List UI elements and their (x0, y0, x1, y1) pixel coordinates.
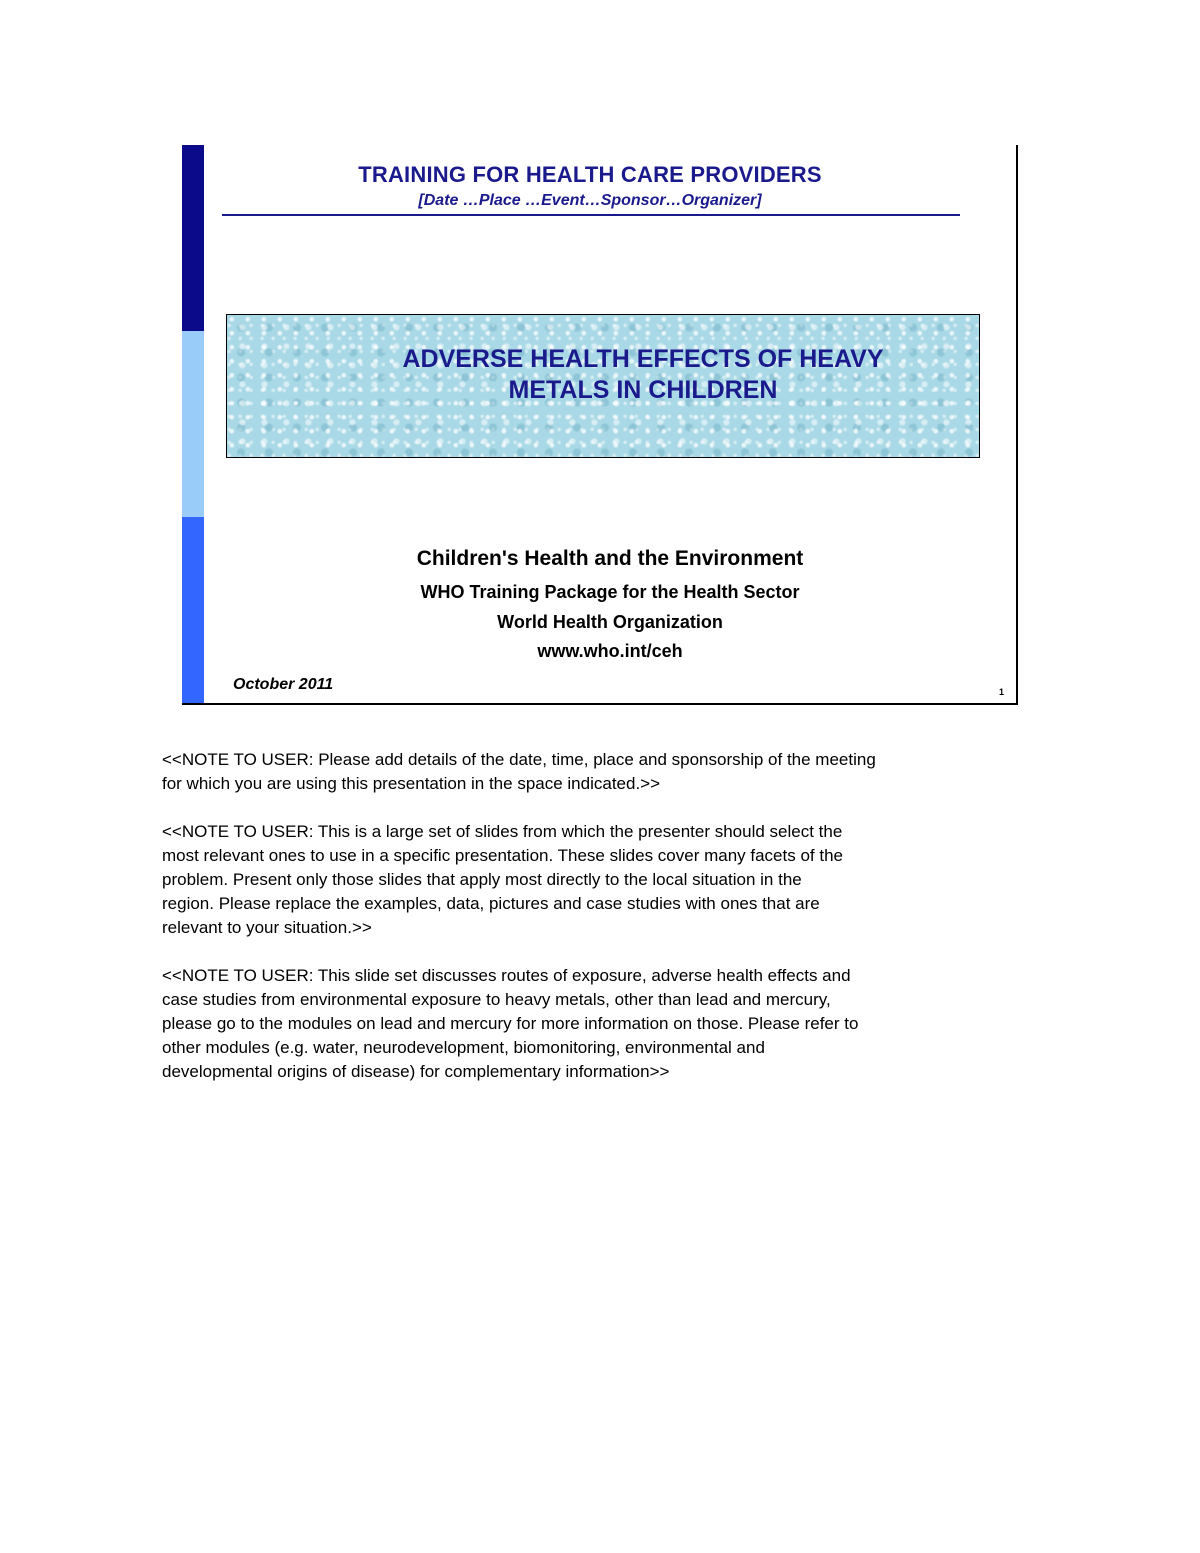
title-slide (182, 145, 1018, 705)
package-subtitle: WHO Training Package for the Health Sector (420, 582, 800, 602)
note-paragraph: <<NOTE TO USER: Please add details of the date, time, place and sponsorship of the meeting for which you are using this presentation in the space indicated.>> (162, 750, 876, 793)
accent-bar-bottom (182, 517, 204, 703)
note-paragraph: <<NOTE TO USER: This is a large set of slides from which the presenter should select the most relevant ones to use in a specific presentation. These slides cover many facets of the problem. Present only those slides that apply most directly to the local situation in the region. Please replace the examples, data, pictures and case studies with ones that are relevant to your situation.>> (162, 822, 843, 937)
speaker-notes (162, 748, 1042, 1108)
slide-header-subtitle: [Date …Place …Event…Sponsor…Organizer] (418, 192, 762, 209)
accent-bar-top (182, 145, 204, 331)
program-title: Children's Health and the Environment (416, 547, 804, 570)
accent-bar-middle (182, 331, 204, 517)
organization-name: World Health Organization (497, 612, 723, 632)
slide-title-line-1: ADVERSE HEALTH EFFECTS OF HEAVY (402, 345, 884, 373)
website-url: www.who.int/ceh (537, 641, 683, 661)
note-paragraph: <<NOTE TO USER: This slide set discusses routes of exposure, adverse health effects and case studies from environmental exposure to heavy metals, other than lead and mercury, please go to the modules on lead and mercury for more information on those. Please refer to other modules (e.g. water, neurodevelopment, biomonitoring, environmental and developmental origins of disease) for complementary information>> (162, 966, 859, 1081)
slide-title-line-2: METALS IN CHILDREN (508, 376, 778, 404)
slide-title (227, 344, 979, 406)
header-divider (222, 214, 960, 216)
slide-title-box (226, 314, 980, 458)
slide-date: October 2011 (233, 676, 334, 693)
slide-page-number: 1 (998, 687, 1004, 697)
slide-header-title: TRAINING FOR HEALTH CARE PROVIDERS (358, 162, 822, 187)
